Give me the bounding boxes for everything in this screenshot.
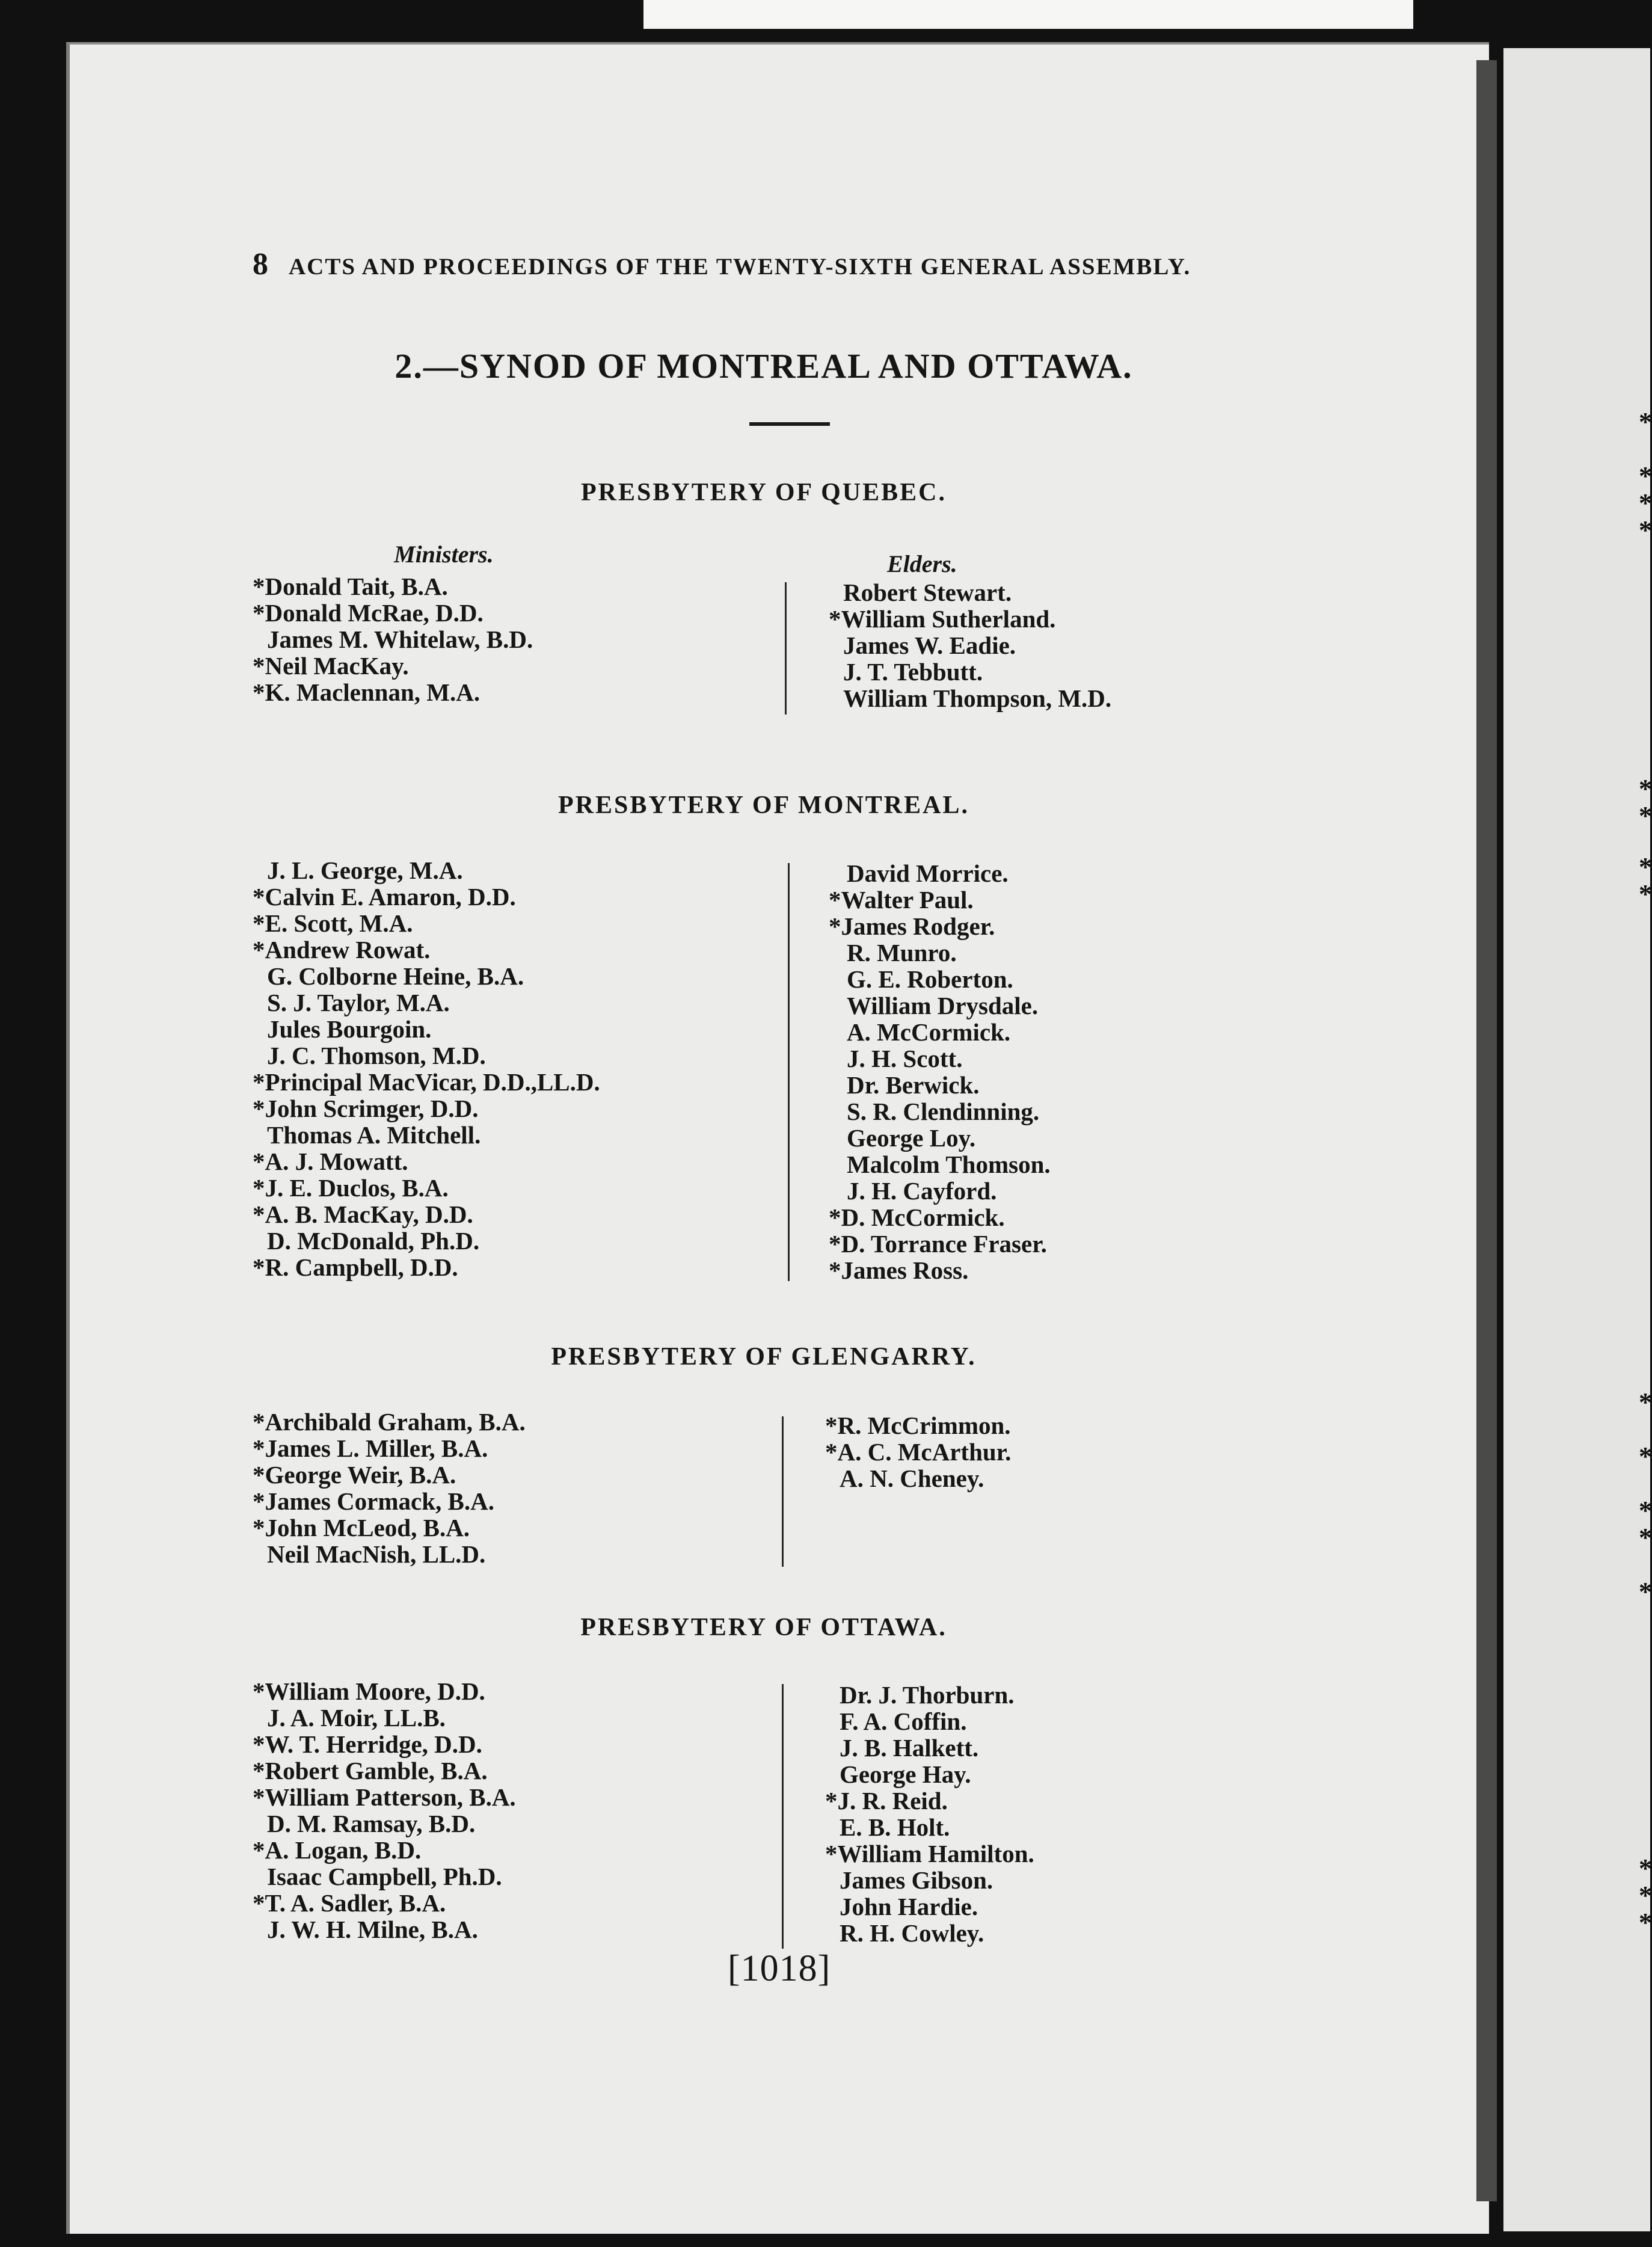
adjacent-page-asterisk: * [1639, 1881, 1652, 1910]
minister-entry: *James L. Miller, B.A. [253, 1434, 488, 1462]
elder-entry: John Hardie. [840, 1893, 978, 1920]
minister-entry: Neil MacNish, LL.D. [267, 1540, 486, 1568]
elder-entry: J. T. Tebbutt. [843, 658, 983, 686]
minister-entry: *E. Scott, M.A. [253, 909, 413, 937]
minister-entry: *A. J. Mowatt. [253, 1148, 408, 1175]
elder-entry: *James Rodger. [829, 912, 995, 940]
elder-entry: S. R. Clendinning. [847, 1098, 1040, 1125]
minister-entry: J. W. H. Milne, B.A. [267, 1916, 478, 1943]
ministers-list-montreal [253, 857, 600, 1280]
column-divider [785, 582, 787, 715]
minister-entry: *T. A. Sadler, B.A. [253, 1889, 446, 1917]
elder-entry: J. B. Halkett. [840, 1734, 979, 1762]
adjacent-page-asterisk: * [1639, 879, 1652, 909]
elder-entry: Dr. Berwick. [847, 1071, 980, 1099]
title-rule [749, 422, 830, 426]
elders-list-montreal [829, 860, 1051, 1283]
elders-heading: Elders. [887, 550, 957, 577]
adjacent-page-asterisk: * [1639, 1577, 1652, 1606]
elder-entry: J. H. Cayford. [847, 1177, 997, 1205]
minister-entry: *Principal MacVicar, D.D.,LL.D. [253, 1068, 600, 1096]
minister-entry: J. A. Moir, LL.B. [267, 1704, 446, 1732]
elder-entry: *D. McCormick. [829, 1203, 1005, 1231]
elder-entry: *Walter Paul. [829, 886, 974, 914]
elder-entry: James W. Eadie. [843, 632, 1016, 659]
minister-entry: *William Moore, D.D. [253, 1677, 485, 1705]
adjacent-page-asterisk: * [1639, 801, 1652, 831]
adjacent-page-asterisk: * [1639, 515, 1652, 545]
presbytery-title-glengarry: PRESBYTERY OF GLENGARRY. [551, 1343, 977, 1371]
elder-entry: *R. McCrimmon. [825, 1412, 1011, 1439]
minister-entry: *Donald McRae, D.D. [253, 599, 484, 627]
elder-entry: G. E. Roberton. [847, 965, 1013, 993]
elder-entry: *James Ross. [829, 1256, 969, 1284]
minister-entry: *W. T. Herridge, D.D. [253, 1730, 482, 1758]
ministers-heading: Ministers. [394, 541, 494, 568]
minister-entry: *A. Logan, B.D. [253, 1836, 422, 1864]
elder-entry: *J. R. Reid. [825, 1787, 948, 1815]
ministers-list-glengarry [253, 1409, 526, 1567]
minister-entry: James M. Whitelaw, B.D. [267, 626, 533, 653]
elder-entry: Dr. J. Thorburn. [840, 1681, 1015, 1709]
minister-entry: S. J. Taylor, M.A. [267, 989, 450, 1016]
running-header [253, 247, 1299, 282]
minister-entry: *Robert Gamble, B.A. [253, 1757, 488, 1784]
adjacent-page-asterisk: * [1639, 1388, 1652, 1417]
elder-entry: Malcolm Thomson. [847, 1151, 1051, 1178]
column-divider [782, 1416, 784, 1567]
adjacent-page-asterisk: * [1639, 407, 1652, 437]
elder-entry: George Hay. [840, 1760, 971, 1788]
adjacent-page-asterisk: * [1639, 852, 1652, 882]
presbytery-title-montreal: PRESBYTERY OF MONTREAL. [558, 792, 969, 819]
elder-entry: David Morrice. [847, 859, 1009, 887]
elders-list-glengarry [825, 1412, 1011, 1492]
column-divider [788, 863, 790, 1281]
adjacent-page-asterisk: * [1639, 1908, 1652, 1937]
minister-entry: *Archibald Graham, B.A. [253, 1408, 526, 1436]
presbytery-title-quebec: PRESBYTERY OF QUEBEC. [581, 479, 947, 506]
elder-entry: J. H. Scott. [847, 1045, 963, 1072]
elders-list-quebec [829, 579, 1111, 712]
elder-entry: E. B. Holt. [840, 1813, 950, 1841]
elder-entry: Robert Stewart. [843, 579, 1012, 606]
page-number: 8 [253, 247, 269, 281]
adjacent-page-asterisk: * [1639, 461, 1652, 491]
minister-entry: *James Cormack, B.A. [253, 1487, 494, 1515]
elders-list-ottawa [825, 1682, 1034, 1946]
elder-entry: R. Munro. [847, 939, 957, 967]
elder-entry: *William Sutherland. [829, 605, 1056, 633]
adjacent-page-asterisk: * [1639, 1496, 1652, 1525]
adjacent-page-asterisk: * [1639, 1523, 1652, 1552]
elder-entry: *A. C. McArthur. [825, 1438, 1012, 1466]
minister-entry: Jules Bourgoin. [267, 1015, 432, 1043]
elder-entry: R. H. Cowley. [840, 1919, 984, 1947]
minister-entry: *A. B. MacKay, D.D. [253, 1200, 473, 1228]
minister-entry: *R. Campbell, D.D. [253, 1253, 458, 1281]
adjacent-page-edge [1503, 48, 1650, 2231]
adjacent-page-asterisk: * [1639, 488, 1652, 518]
minister-entry: *J. E. Duclos, B.A. [253, 1174, 449, 1202]
scan-frame-top [643, 0, 1413, 29]
minister-entry: *K. Maclennan, M.A. [253, 678, 481, 706]
adjacent-page-asterisk: * [1639, 774, 1652, 804]
elder-entry: William Drysdale. [847, 992, 1039, 1019]
elder-entry: William Thompson, M.D. [843, 684, 1112, 712]
elder-entry: *D. Torrance Fraser. [829, 1230, 1047, 1258]
minister-entry: *William Patterson, B.A. [253, 1783, 516, 1811]
elder-entry: F. A. Coffin. [840, 1708, 967, 1735]
minister-entry: *John McLeod, B.A. [253, 1514, 470, 1542]
ministers-list-ottawa [253, 1678, 516, 1943]
minister-entry: J. L. George, M.A. [267, 856, 463, 884]
minister-entry: *Andrew Rowat. [253, 936, 431, 964]
column-divider [782, 1684, 784, 1949]
presbytery-title-ottawa: PRESBYTERY OF OTTAWA. [580, 1614, 947, 1641]
elder-entry: A. N. Cheney. [840, 1465, 984, 1492]
minister-entry: *John Scrimger, D.D. [253, 1095, 479, 1122]
page-gutter-shadow [1476, 60, 1497, 2201]
minister-entry: D. M. Ramsay, B.D. [267, 1810, 476, 1837]
minister-entry: Isaac Campbell, Ph.D. [267, 1863, 502, 1890]
running-title: ACTS AND PROCEEDINGS OF THE TWENTY-SIXTH GENERAL ASSEMBLY. [289, 254, 1191, 280]
minister-entry: *Calvin E. Amaron, D.D. [253, 883, 516, 911]
bracketed-page-number: [1018] [728, 1948, 831, 1989]
synod-title: 2.—SYNOD OF MONTREAL AND OTTAWA. [395, 346, 1133, 386]
minister-entry: *George Weir, B.A. [253, 1461, 456, 1489]
elder-entry: James Gibson. [840, 1866, 993, 1894]
elder-entry: *William Hamilton. [825, 1840, 1034, 1867]
minister-entry: D. McDonald, Ph.D. [267, 1227, 480, 1255]
elder-entry: George Loy. [847, 1124, 976, 1152]
ministers-list-quebec [253, 573, 533, 705]
minister-entry: *Neil MacKay. [253, 652, 409, 680]
adjacent-page-asterisk: * [1639, 1442, 1652, 1471]
minister-entry: J. C. Thomson, M.D. [267, 1042, 486, 1069]
minister-entry: Thomas A. Mitchell. [267, 1121, 481, 1149]
minister-entry: G. Colborne Heine, B.A. [267, 962, 524, 990]
adjacent-page-asterisk: * [1639, 1854, 1652, 1883]
elder-entry: A. McCormick. [847, 1018, 1011, 1046]
minister-entry: *Donald Tait, B.A. [253, 573, 448, 600]
